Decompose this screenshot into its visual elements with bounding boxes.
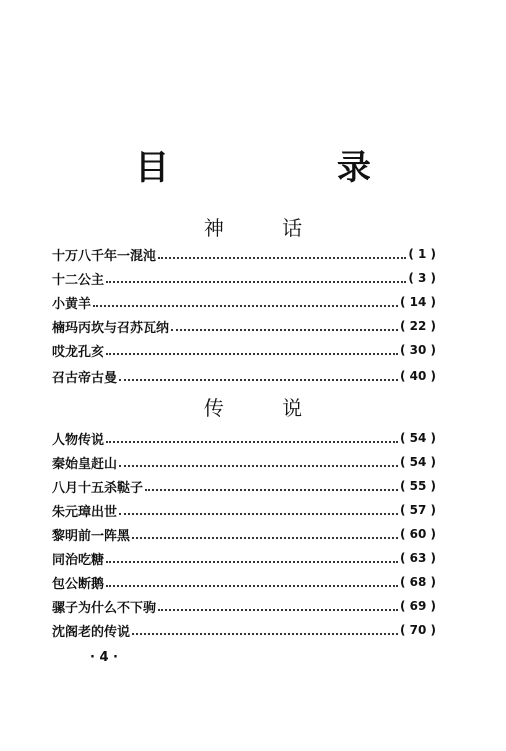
- dot-leader: [106, 341, 398, 355]
- toc-entry[interactable]: [52, 428, 436, 448]
- toc-entry-title: 八月十五杀鞑子: [52, 480, 144, 496]
- toc-entry-title: 沈阁老的传说: [52, 624, 131, 640]
- dot-leader: [106, 429, 398, 443]
- page-title: 目 录: [135, 148, 449, 188]
- toc-entry-page: ( 55 ): [399, 479, 436, 493]
- toc-entry[interactable]: [52, 366, 436, 386]
- dot-leader: [132, 525, 398, 539]
- toc-entry-page: ( 3 ): [408, 271, 436, 285]
- dot-leader: [119, 367, 398, 381]
- toc-entry-page: ( 22 ): [399, 319, 436, 333]
- toc-entry[interactable]: [52, 620, 436, 640]
- toc-entry[interactable]: [52, 500, 436, 520]
- toc-entry-title: 同治吃糖: [52, 552, 105, 568]
- toc-entry[interactable]: [52, 452, 436, 472]
- toc-entry-page: ( 30 ): [399, 343, 436, 357]
- dot-leader: [106, 549, 398, 563]
- toc-entry-title: 十二公主: [52, 272, 105, 288]
- toc-entry[interactable]: [52, 268, 436, 288]
- toc-entry[interactable]: [52, 292, 436, 312]
- dot-leader: [119, 453, 398, 467]
- toc-entry-page: ( 1 ): [408, 247, 436, 261]
- dot-leader: [171, 317, 398, 331]
- toc-entry-page: ( 69 ): [399, 599, 436, 613]
- dot-leader: [132, 621, 398, 635]
- toc-entry-page: ( 57 ): [399, 503, 436, 517]
- dot-leader: [145, 477, 398, 491]
- toc-entry-title: 秦始皇赶山: [52, 456, 118, 472]
- toc-entry[interactable]: [52, 596, 436, 616]
- toc-entry-page: ( 63 ): [399, 551, 436, 565]
- toc-entry-page: ( 14 ): [399, 295, 436, 309]
- toc-entry-title: 人物传说: [52, 432, 105, 448]
- toc-entry-page: ( 54 ): [399, 455, 436, 469]
- toc-entry[interactable]: [52, 524, 436, 544]
- toc-entry-page: ( 60 ): [399, 527, 436, 541]
- toc-entry-page: ( 54 ): [399, 431, 436, 445]
- toc-entry-page: ( 40 ): [399, 369, 436, 383]
- dot-leader: [106, 269, 406, 283]
- dot-leader: [119, 501, 398, 515]
- section-title-legends: 传 说: [203, 396, 329, 420]
- dot-leader: [158, 245, 406, 259]
- toc-entry[interactable]: [52, 244, 436, 264]
- toc-entry-title: 朱元璋出世: [52, 504, 118, 520]
- toc-entry-title: 骡子为什么不下驹: [52, 600, 157, 616]
- section-title-myths: 神 话: [203, 216, 329, 240]
- toc-entry-title: 黎明前一阵黑: [52, 528, 131, 544]
- toc-entry[interactable]: [52, 572, 436, 592]
- toc-entry-title: 包公断鹅: [52, 576, 105, 592]
- dot-leader: [158, 597, 398, 611]
- toc-entry-title: 哎龙孔亥: [52, 344, 105, 360]
- page-number: · 4 ·: [90, 650, 118, 665]
- toc-entry-title: 小黄羊: [52, 296, 92, 312]
- toc-entry-title: 十万八千年一混沌: [52, 248, 157, 264]
- dot-leader: [106, 573, 398, 587]
- toc-entry[interactable]: [52, 476, 436, 496]
- toc-entry-title: 召古帝古曼: [52, 370, 118, 386]
- toc-entry-title: 楠玛丙坎与召苏瓦纳: [52, 320, 170, 336]
- toc-entry[interactable]: [52, 340, 436, 360]
- dot-leader: [93, 293, 398, 307]
- toc-entry[interactable]: [52, 316, 436, 336]
- toc-entry[interactable]: [52, 548, 436, 568]
- toc-entry-page: ( 70 ): [399, 623, 436, 637]
- toc-entry-page: ( 68 ): [399, 575, 436, 589]
